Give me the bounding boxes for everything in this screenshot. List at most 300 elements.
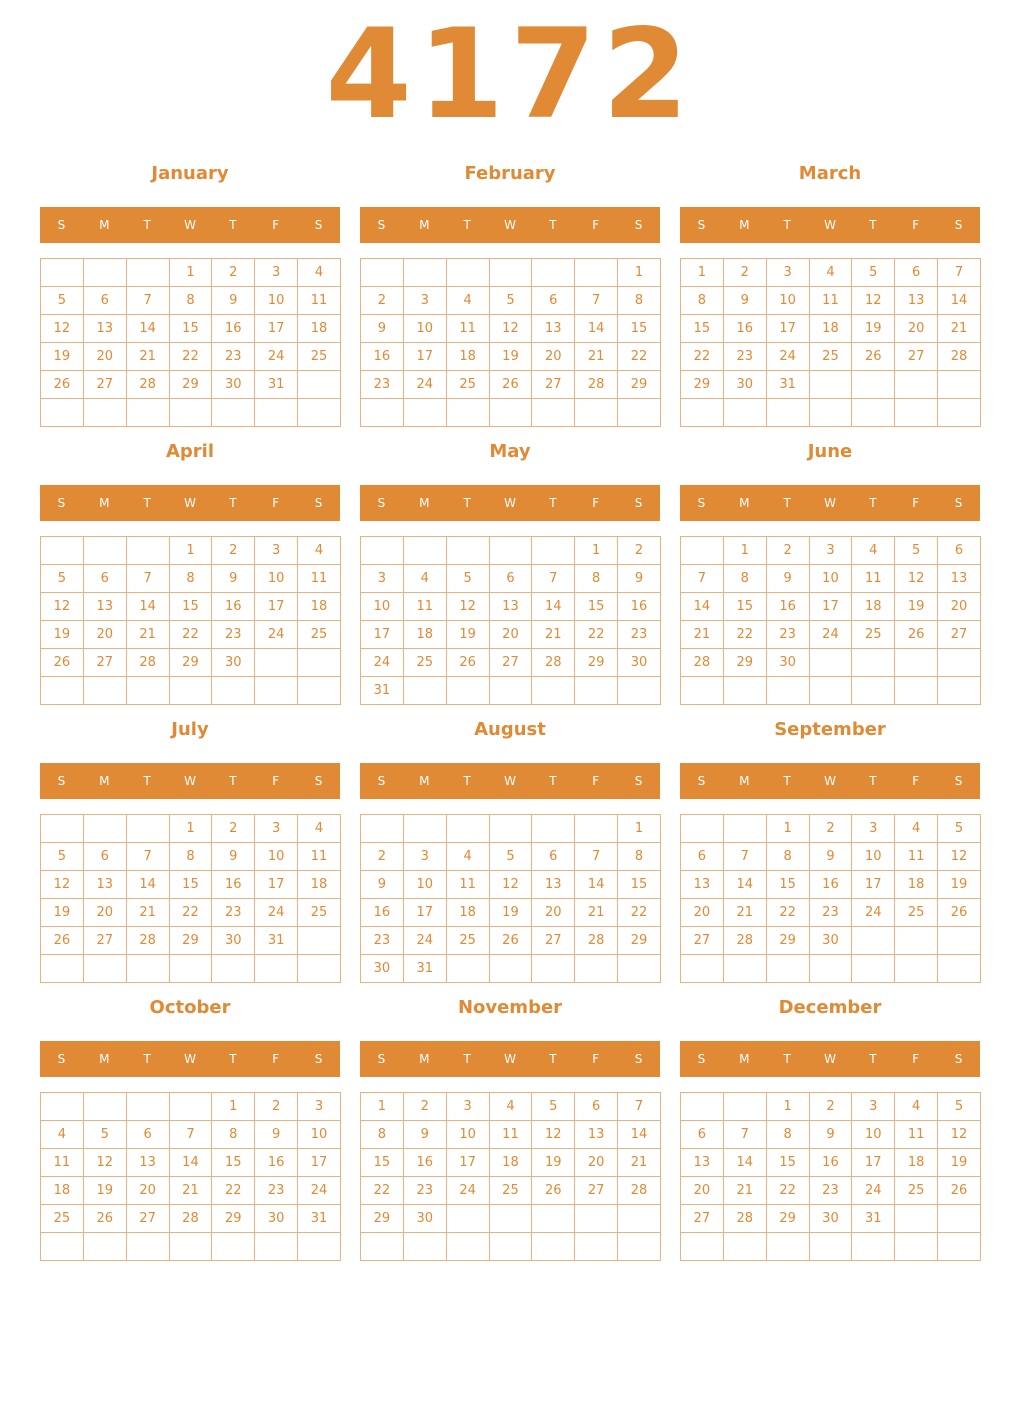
day-cell: 4: [403, 565, 446, 593]
day-cell: 26: [532, 1177, 575, 1205]
day-cell: 7: [575, 287, 618, 315]
week-row: [41, 649, 341, 677]
day-cell: 3: [809, 537, 852, 565]
empty-cell: [255, 677, 298, 705]
weekday-label: F: [912, 218, 920, 232]
empty-cell: [809, 371, 852, 399]
week-row: [361, 871, 661, 899]
week-row: [681, 565, 981, 593]
month-title: June: [807, 441, 853, 462]
empty-cell: [852, 677, 895, 705]
day-cell: 22: [169, 621, 212, 649]
week-row: [361, 927, 661, 955]
day-cell: 4: [489, 1093, 532, 1121]
day-cell: 9: [255, 1121, 298, 1149]
day-cell: 11: [41, 1149, 84, 1177]
day-cell: 2: [361, 287, 404, 315]
day-cell: 15: [212, 1149, 255, 1177]
day-cell: 30: [809, 927, 852, 955]
empty-cell: [83, 259, 126, 287]
empty-cell: [41, 677, 84, 705]
day-cell: 26: [83, 1205, 126, 1233]
empty-cell: [41, 259, 84, 287]
empty-cell: [895, 399, 938, 427]
empty-cell: [681, 1093, 724, 1121]
day-cell: 22: [212, 1177, 255, 1205]
day-cell: 14: [126, 315, 169, 343]
week-row: [41, 565, 341, 593]
day-cell: 4: [446, 287, 489, 315]
day-cell: 7: [723, 1121, 766, 1149]
day-cell: 8: [212, 1121, 255, 1149]
empty-cell: [446, 1233, 489, 1261]
empty-cell: [938, 927, 981, 955]
week-row: [361, 287, 661, 315]
day-cell: 13: [532, 315, 575, 343]
empty-cell: [298, 371, 341, 399]
weekday-label: S: [314, 774, 323, 788]
week-row: [361, 537, 661, 565]
empty-cell: [723, 1233, 766, 1261]
day-cell: 3: [766, 259, 809, 287]
weekday-label: S: [57, 774, 66, 788]
day-cell: 27: [938, 621, 981, 649]
day-cell: 10: [403, 315, 446, 343]
day-cell: 4: [446, 843, 489, 871]
day-cell: 2: [212, 259, 255, 287]
day-cell: 5: [938, 1093, 981, 1121]
empty-cell: [489, 537, 532, 565]
weekday-label: T: [869, 218, 877, 232]
day-cell: 9: [361, 871, 404, 899]
empty-cell: [126, 815, 169, 843]
day-cell: 21: [532, 621, 575, 649]
day-cell: 4: [298, 537, 341, 565]
day-cell: 15: [618, 871, 661, 899]
day-cell: 30: [212, 371, 255, 399]
day-cell: 5: [938, 815, 981, 843]
week-row: [361, 565, 661, 593]
day-cell: 21: [126, 621, 169, 649]
day-cell: 8: [618, 843, 661, 871]
week-row: [41, 343, 341, 371]
empty-cell: [83, 677, 126, 705]
empty-cell: [83, 1093, 126, 1121]
weekday-label: S: [634, 496, 643, 510]
weekday-label: T: [869, 496, 877, 510]
day-cell: 24: [852, 1177, 895, 1205]
day-cell: 23: [255, 1177, 298, 1205]
day-cell: 23: [766, 621, 809, 649]
month-title: September: [774, 719, 886, 740]
day-cell: 11: [809, 287, 852, 315]
day-cell: 2: [809, 815, 852, 843]
weekday-label: W: [824, 1052, 836, 1066]
day-cell: 8: [575, 565, 618, 593]
day-cell: 29: [618, 371, 661, 399]
week-row: [681, 649, 981, 677]
empty-cell: [809, 955, 852, 983]
day-cell: 18: [298, 593, 341, 621]
weekday-label: S: [634, 774, 643, 788]
day-cell: 25: [446, 371, 489, 399]
empty-cell: [938, 371, 981, 399]
days-table: [40, 536, 341, 705]
month-title: July: [171, 719, 209, 740]
day-cell: 17: [403, 343, 446, 371]
weekday-label: S: [697, 1052, 706, 1066]
weekday-header: [360, 207, 660, 243]
week-row: [681, 871, 981, 899]
day-cell: 22: [681, 343, 724, 371]
day-cell: 18: [41, 1177, 84, 1205]
day-cell: 16: [403, 1149, 446, 1177]
day-cell: 5: [895, 537, 938, 565]
day-cell: 17: [255, 871, 298, 899]
day-cell: 26: [41, 927, 84, 955]
day-cell: 15: [766, 871, 809, 899]
week-row: [681, 955, 981, 983]
days-table: [40, 814, 341, 983]
weekday-label: W: [824, 496, 836, 510]
day-cell: 27: [681, 927, 724, 955]
day-cell: 18: [852, 593, 895, 621]
empty-cell: [41, 955, 84, 983]
week-row: [681, 1177, 981, 1205]
weekday-label: M: [99, 496, 110, 510]
empty-cell: [681, 677, 724, 705]
day-cell: 14: [618, 1121, 661, 1149]
day-cell: 9: [723, 287, 766, 315]
week-row: [361, 399, 661, 427]
day-cell: 8: [618, 287, 661, 315]
empty-cell: [618, 677, 661, 705]
empty-cell: [895, 677, 938, 705]
empty-cell: [403, 537, 446, 565]
week-row: [41, 1205, 341, 1233]
day-cell: 2: [618, 537, 661, 565]
empty-cell: [41, 815, 84, 843]
day-cell: 11: [489, 1121, 532, 1149]
day-cell: 24: [403, 371, 446, 399]
day-cell: 27: [489, 649, 532, 677]
weekday-label: F: [912, 774, 920, 788]
empty-cell: [212, 399, 255, 427]
week-row: [361, 621, 661, 649]
day-cell: 9: [403, 1121, 446, 1149]
day-cell: 24: [255, 899, 298, 927]
day-cell: 6: [938, 537, 981, 565]
empty-cell: [852, 371, 895, 399]
week-row: [41, 871, 341, 899]
empty-cell: [298, 399, 341, 427]
empty-cell: [532, 815, 575, 843]
weekday-label: W: [504, 218, 516, 232]
day-cell: 2: [809, 1093, 852, 1121]
week-row: [681, 343, 981, 371]
days-table: [360, 258, 661, 427]
day-cell: 22: [361, 1177, 404, 1205]
weekday-label: M: [99, 1052, 110, 1066]
weekday-label: S: [954, 1052, 963, 1066]
week-row: [41, 593, 341, 621]
week-row: [361, 259, 661, 287]
weekday-label: T: [549, 1052, 557, 1066]
day-cell: 24: [809, 621, 852, 649]
empty-cell: [532, 259, 575, 287]
day-cell: 2: [403, 1093, 446, 1121]
weekday-label: T: [549, 496, 557, 510]
day-cell: 29: [361, 1205, 404, 1233]
empty-cell: [126, 677, 169, 705]
day-cell: 9: [766, 565, 809, 593]
week-row: [41, 1121, 341, 1149]
year-title: 4172: [325, 3, 695, 147]
day-cell: 21: [126, 899, 169, 927]
empty-cell: [212, 677, 255, 705]
weekday-label: F: [272, 496, 280, 510]
day-cell: 20: [895, 315, 938, 343]
day-cell: 6: [532, 843, 575, 871]
weekday-label: W: [504, 496, 516, 510]
day-cell: 24: [852, 899, 895, 927]
empty-cell: [723, 955, 766, 983]
day-cell: 29: [766, 1205, 809, 1233]
empty-cell: [298, 1233, 341, 1261]
month-title: April: [165, 441, 215, 462]
empty-cell: [852, 927, 895, 955]
weekday-header: [40, 207, 340, 243]
empty-cell: [446, 677, 489, 705]
day-cell: 14: [938, 287, 981, 315]
week-row: [361, 843, 661, 871]
day-cell: 23: [361, 927, 404, 955]
empty-cell: [169, 1093, 212, 1121]
day-cell: 4: [852, 537, 895, 565]
days-table: [360, 814, 661, 983]
week-row: [681, 899, 981, 927]
empty-cell: [83, 1233, 126, 1261]
day-cell: 25: [298, 899, 341, 927]
day-cell: 23: [403, 1177, 446, 1205]
week-row: [681, 287, 981, 315]
day-cell: 11: [298, 565, 341, 593]
empty-cell: [618, 1205, 661, 1233]
day-cell: 5: [83, 1121, 126, 1149]
day-cell: 14: [681, 593, 724, 621]
day-cell: 9: [809, 1121, 852, 1149]
day-cell: 14: [532, 593, 575, 621]
day-cell: 21: [723, 1177, 766, 1205]
days-table: [680, 814, 981, 983]
week-row: [361, 315, 661, 343]
day-cell: 19: [41, 899, 84, 927]
day-cell: 7: [532, 565, 575, 593]
day-cell: 12: [938, 1121, 981, 1149]
weekday-header: [360, 485, 660, 521]
weekday-label: F: [272, 774, 280, 788]
empty-cell: [575, 399, 618, 427]
day-cell: 29: [723, 649, 766, 677]
empty-cell: [126, 1093, 169, 1121]
day-cell: 18: [403, 621, 446, 649]
weekday-label: T: [463, 496, 471, 510]
empty-cell: [361, 537, 404, 565]
day-cell: 16: [361, 343, 404, 371]
weekday-header: [680, 207, 980, 243]
weekday-label: T: [549, 774, 557, 788]
day-cell: 1: [618, 259, 661, 287]
day-cell: 15: [169, 871, 212, 899]
week-row: [361, 593, 661, 621]
day-cell: 22: [766, 1177, 809, 1205]
empty-cell: [446, 399, 489, 427]
empty-cell: [938, 399, 981, 427]
day-cell: 27: [895, 343, 938, 371]
weekday-label: F: [272, 218, 280, 232]
day-cell: 29: [169, 927, 212, 955]
week-row: [41, 815, 341, 843]
day-cell: 16: [618, 593, 661, 621]
day-cell: 12: [852, 287, 895, 315]
day-cell: 23: [361, 371, 404, 399]
days-table: [40, 1092, 341, 1261]
day-cell: 7: [126, 843, 169, 871]
empty-cell: [169, 399, 212, 427]
day-cell: 10: [361, 593, 404, 621]
week-row: [361, 1149, 661, 1177]
week-row: [361, 1121, 661, 1149]
week-row: [41, 259, 341, 287]
day-cell: 30: [403, 1205, 446, 1233]
week-row: [41, 399, 341, 427]
week-row: [41, 1093, 341, 1121]
month-title: February: [464, 163, 556, 184]
day-cell: 10: [255, 287, 298, 315]
empty-cell: [361, 1233, 404, 1261]
day-cell: 1: [361, 1093, 404, 1121]
day-cell: 19: [489, 899, 532, 927]
day-cell: 17: [255, 593, 298, 621]
empty-cell: [575, 815, 618, 843]
empty-cell: [489, 1233, 532, 1261]
day-cell: 11: [895, 843, 938, 871]
weekday-label: T: [463, 1052, 471, 1066]
week-row: [681, 537, 981, 565]
day-cell: 26: [41, 649, 84, 677]
day-cell: 14: [723, 1149, 766, 1177]
day-cell: 28: [532, 649, 575, 677]
empty-cell: [41, 1093, 84, 1121]
empty-cell: [126, 955, 169, 983]
day-cell: 5: [41, 287, 84, 315]
day-cell: 1: [766, 815, 809, 843]
day-cell: 25: [41, 1205, 84, 1233]
empty-cell: [298, 677, 341, 705]
day-cell: 3: [403, 287, 446, 315]
day-cell: 8: [169, 843, 212, 871]
day-cell: 2: [212, 815, 255, 843]
day-cell: 8: [169, 565, 212, 593]
weekday-label: S: [697, 774, 706, 788]
weekday-header: [680, 485, 980, 521]
week-row: [681, 371, 981, 399]
empty-cell: [723, 677, 766, 705]
empty-cell: [852, 399, 895, 427]
day-cell: 3: [852, 1093, 895, 1121]
day-cell: 10: [298, 1121, 341, 1149]
day-cell: 29: [169, 371, 212, 399]
day-cell: 21: [723, 899, 766, 927]
day-cell: 7: [723, 843, 766, 871]
day-cell: 15: [169, 315, 212, 343]
day-cell: 25: [298, 343, 341, 371]
day-cell: 21: [126, 343, 169, 371]
empty-cell: [255, 649, 298, 677]
week-row: [681, 315, 981, 343]
empty-cell: [895, 1205, 938, 1233]
empty-cell: [489, 677, 532, 705]
weekday-label: S: [377, 496, 386, 510]
day-cell: 15: [618, 315, 661, 343]
empty-cell: [938, 1205, 981, 1233]
weekday-header: [40, 485, 340, 521]
days-table: [40, 258, 341, 427]
day-cell: 22: [169, 343, 212, 371]
day-cell: 15: [575, 593, 618, 621]
day-cell: 19: [852, 315, 895, 343]
day-cell: 31: [361, 677, 404, 705]
day-cell: 27: [532, 371, 575, 399]
empty-cell: [83, 537, 126, 565]
empty-cell: [298, 649, 341, 677]
day-cell: 16: [766, 593, 809, 621]
day-cell: 4: [895, 815, 938, 843]
day-cell: 6: [681, 1121, 724, 1149]
empty-cell: [83, 815, 126, 843]
day-cell: 24: [361, 649, 404, 677]
day-cell: 30: [212, 927, 255, 955]
empty-cell: [126, 259, 169, 287]
day-cell: 3: [298, 1093, 341, 1121]
day-cell: 1: [681, 259, 724, 287]
weekday-label: T: [143, 218, 151, 232]
day-cell: 17: [361, 621, 404, 649]
day-cell: 30: [766, 649, 809, 677]
day-cell: 6: [489, 565, 532, 593]
empty-cell: [403, 399, 446, 427]
empty-cell: [361, 259, 404, 287]
empty-cell: [766, 399, 809, 427]
weekday-label: T: [229, 774, 237, 788]
weekday-label: S: [634, 218, 643, 232]
day-cell: 12: [83, 1149, 126, 1177]
empty-cell: [938, 649, 981, 677]
day-cell: 26: [938, 899, 981, 927]
day-cell: 16: [809, 1149, 852, 1177]
day-cell: 8: [766, 1121, 809, 1149]
week-row: [361, 1205, 661, 1233]
empty-cell: [489, 1205, 532, 1233]
day-cell: 17: [852, 1149, 895, 1177]
day-cell: 10: [852, 843, 895, 871]
day-cell: 9: [212, 287, 255, 315]
empty-cell: [575, 1205, 618, 1233]
day-cell: 1: [212, 1093, 255, 1121]
week-row: [41, 537, 341, 565]
week-row: [361, 815, 661, 843]
day-cell: 18: [446, 899, 489, 927]
